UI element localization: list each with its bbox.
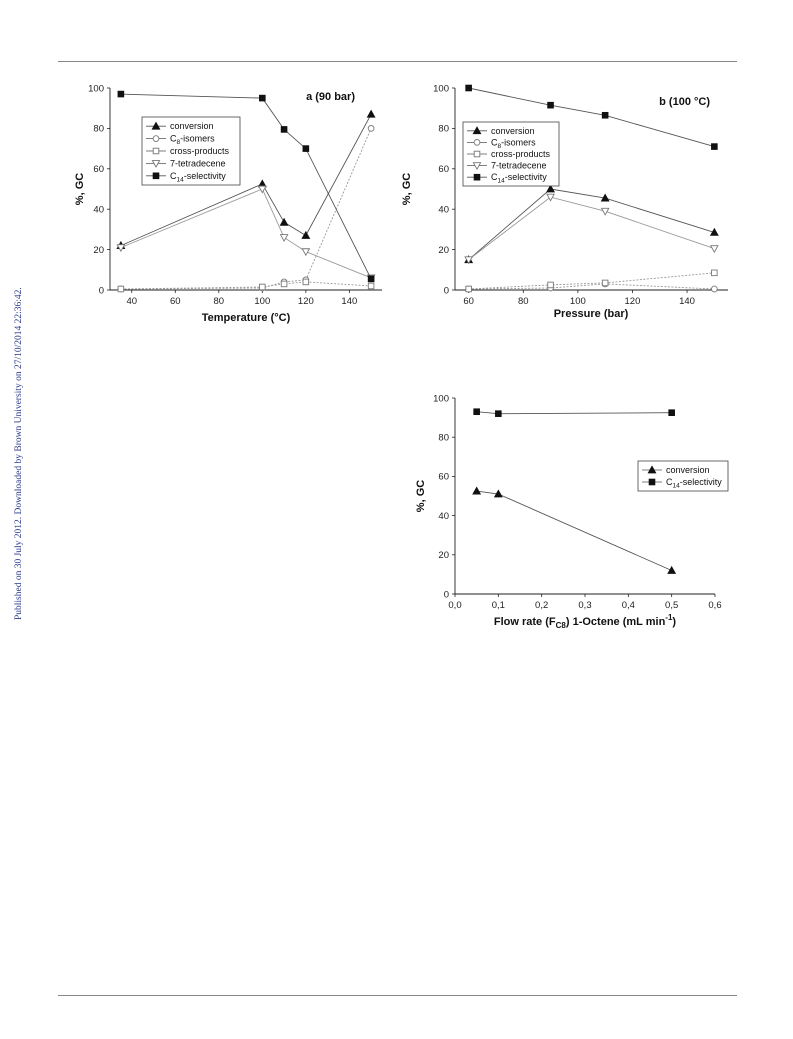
y-tick-label: 40: [438, 510, 449, 522]
y-axis-label: %, GC: [74, 172, 86, 206]
y-tick-label: 80: [438, 432, 449, 444]
data-point-c8-isomers: [711, 286, 717, 292]
data-point-c14-selectivity: [368, 276, 374, 282]
legend-label-7-tetradecene: 7-tetradecene: [491, 160, 547, 171]
legend-marker-c8-isomers: [153, 136, 159, 142]
y-tick-label: 20: [438, 550, 449, 562]
y-tick-label: 100: [433, 393, 449, 405]
y-tick-label: 20: [93, 244, 104, 256]
x-tick-label: 0,6: [708, 600, 722, 611]
series-line-cross-products: [121, 282, 371, 289]
data-point-c14-selectivity: [548, 102, 554, 108]
x-tick-label: 100: [569, 296, 586, 307]
legend-marker-c14-selectivity: [474, 174, 480, 180]
y-tick-label: 60: [438, 164, 449, 176]
legend-label-7-tetradecene: 7-tetradecene: [170, 158, 226, 169]
legend-label-cross-products: cross-products: [170, 146, 230, 156]
data-point-cross-products: [260, 284, 266, 290]
x-tick-label: 80: [213, 296, 225, 307]
x-tick-label: 140: [679, 296, 695, 307]
legend-label-c14-selectivity: $C_{14}$-selectivity: [170, 170, 226, 184]
legend-label-conversion: conversion: [666, 465, 710, 475]
legend: [463, 122, 559, 186]
legend-label-c8-isomers: $C_8$-isomers: [491, 137, 536, 150]
data-point-c14-selectivity: [669, 410, 675, 416]
data-point-conversion: [302, 232, 309, 238]
data-point-c14-selectivity: [712, 144, 718, 150]
y-axis-label: %, GC: [415, 479, 427, 513]
y-tick-label: 80: [93, 123, 104, 135]
x-tick-label: 120: [624, 296, 641, 307]
legend-marker-c14-selectivity: [649, 479, 655, 485]
x-tick-label: 40: [126, 296, 138, 307]
data-point-c8-isomers: [368, 125, 374, 131]
legend-marker-c8-isomers: [474, 140, 480, 146]
legend-marker-c14-selectivity: [153, 173, 159, 179]
data-point-conversion: [368, 111, 375, 117]
x-tick-label: 0,3: [578, 600, 592, 611]
series-line-cross-products: [469, 273, 715, 289]
x-tick-label: 60: [169, 296, 181, 307]
legend: [142, 117, 240, 185]
data-point-cross-products: [118, 286, 124, 292]
legend-label-c14-selectivity: $C_{14}$-selectivity: [666, 477, 722, 490]
data-point-c14-selectivity: [602, 112, 608, 118]
legend-label-c14-selectivity: $C_{14}$-selectivity: [491, 172, 547, 185]
y-tick-label: 40: [93, 204, 104, 216]
data-point-c14-selectivity: [496, 411, 502, 417]
data-point-c14-selectivity: [474, 409, 480, 415]
legend: [638, 461, 728, 491]
data-point-c14-selectivity: [466, 85, 472, 91]
data-point-7-tetradecene: [711, 246, 718, 252]
x-tick-label: 60: [463, 296, 474, 307]
data-point-cross-products: [466, 286, 472, 292]
legend-label-cross-products: cross-products: [491, 149, 551, 159]
x-tick-label: 0,0: [448, 600, 462, 611]
y-tick-label: 0: [98, 285, 104, 297]
publication-note: Published on 30 July 2012. Downloaded by Brown University on 27/10/2014 22:36:42.: [14, 287, 24, 620]
legend-label-conversion: conversion: [491, 125, 535, 136]
x-tick-label: 80: [517, 296, 529, 307]
data-point-7-tetradecene: [259, 186, 266, 192]
data-point-c14-selectivity: [118, 91, 124, 97]
data-point-cross-products: [548, 282, 554, 288]
x-tick-label: 120: [297, 296, 314, 307]
legend-label-conversion: conversion: [170, 121, 214, 132]
x-axis-label: Flow rate $(F_{C8})$ 1-Octene (mL $\min^{-1}$): [493, 613, 677, 630]
chart-1: [74, 83, 382, 324]
y-tick-label: 20: [438, 244, 449, 256]
y-tick-label: 40: [438, 204, 449, 216]
y-tick-label: 0: [443, 589, 449, 601]
series-line-7-tetradecene: [121, 189, 371, 278]
y-tick-label: 80: [438, 123, 449, 135]
data-point-7-tetradecene: [280, 235, 287, 241]
data-point-conversion: [668, 567, 675, 573]
series-line-conversion: [469, 189, 715, 260]
series-line-conversion: [477, 491, 672, 570]
chart-3: [415, 393, 728, 630]
panel-title: b (100 °C): [659, 96, 710, 108]
x-tick-label: 140: [341, 296, 358, 307]
x-axis-label: Temperature (°C): [201, 312, 291, 324]
y-tick-label: 100: [433, 83, 449, 95]
legend-marker-cross-products: [153, 148, 159, 154]
y-tick-label: 100: [88, 83, 104, 95]
data-point-cross-products: [303, 279, 309, 285]
x-tick-label: 100: [254, 296, 271, 307]
y-tick-label: 60: [93, 164, 104, 176]
data-point-conversion: [473, 488, 480, 494]
series-line-c14-selectivity: [477, 412, 672, 414]
x-tick-label: 0,5: [665, 600, 679, 611]
x-axis-label: Pressure (bar): [553, 308, 629, 320]
data-point-7-tetradecene: [302, 249, 309, 255]
data-point-cross-products: [281, 281, 287, 287]
legend-marker-cross-products: [474, 151, 480, 157]
chart-2: [401, 83, 728, 320]
y-axis-label: %, GC: [401, 172, 413, 206]
y-tick-label: 0: [443, 285, 449, 297]
data-point-7-tetradecene: [602, 208, 609, 214]
series-line-c8-isomers: [469, 284, 715, 289]
panel-title: a (90 bar): [306, 91, 355, 103]
data-point-c14-selectivity: [303, 146, 309, 152]
x-tick-label: 0,4: [621, 600, 635, 611]
data-point-cross-products: [712, 270, 718, 276]
x-tick-label: 0,2: [535, 600, 549, 611]
data-point-c14-selectivity: [281, 127, 287, 133]
x-tick-label: 0,1: [491, 600, 505, 611]
data-point-conversion: [280, 219, 287, 225]
data-point-cross-products: [368, 283, 374, 289]
data-point-c14-selectivity: [260, 95, 266, 101]
legend-label-c8-isomers: $C_8$-isomers: [170, 133, 215, 147]
data-point-cross-products: [602, 280, 608, 286]
y-tick-label: 60: [438, 471, 449, 483]
